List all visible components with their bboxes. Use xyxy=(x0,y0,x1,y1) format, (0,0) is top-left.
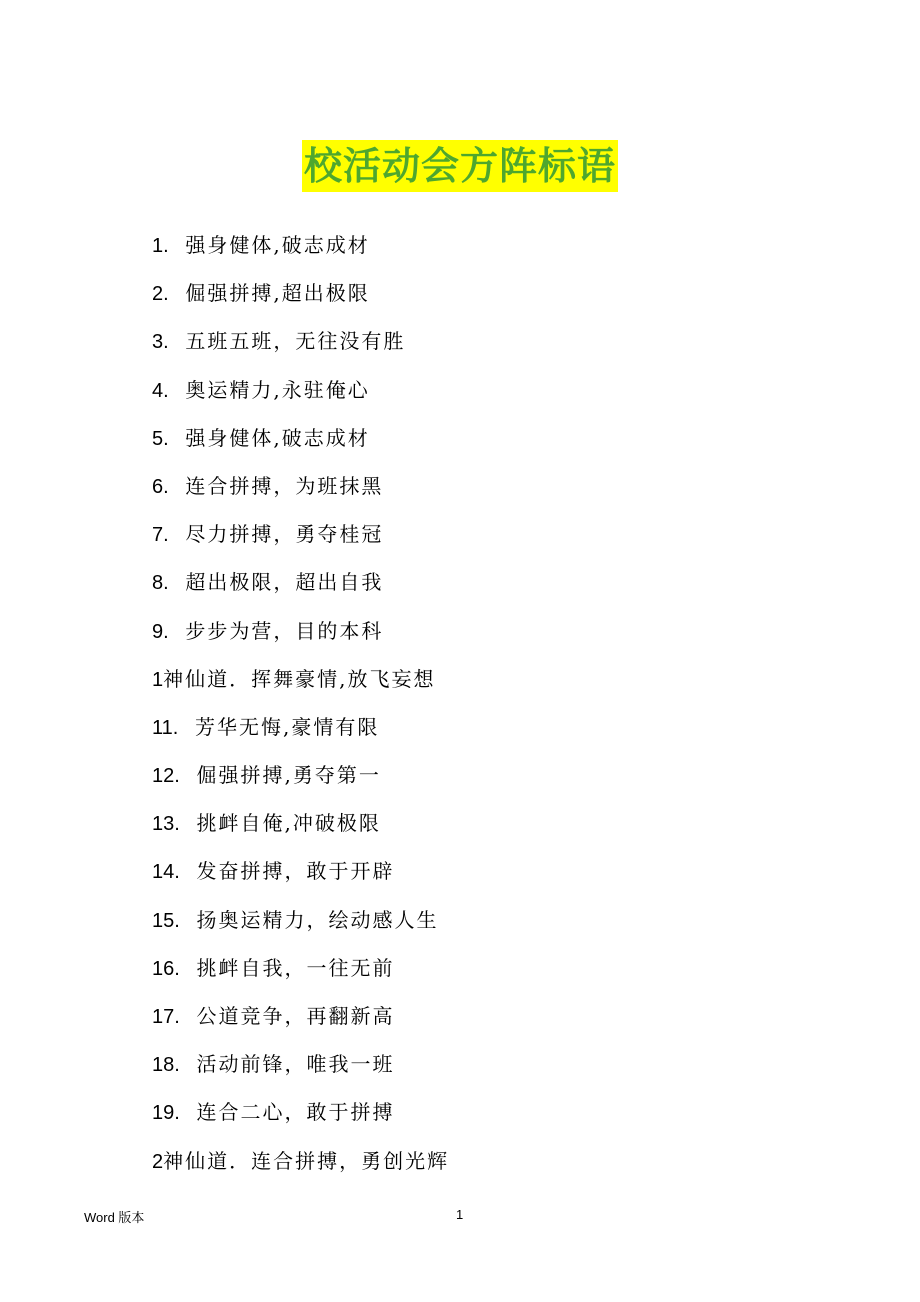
title-container xyxy=(0,140,920,192)
item-text: 芳华无悔,豪情有限 xyxy=(195,714,380,739)
item-text: 强身健体,破志成材 xyxy=(185,233,370,257)
item-text: 挑衅自我，一往无前 xyxy=(196,955,395,980)
list-item xyxy=(152,947,449,995)
item-number: 7. xyxy=(152,524,169,547)
item-number: 11. xyxy=(152,716,179,739)
item-number: 13. xyxy=(152,813,180,836)
page-number: 1 xyxy=(456,1207,464,1222)
item-number: 6. xyxy=(152,475,169,498)
item-number: 8. xyxy=(152,572,169,595)
list-item xyxy=(152,417,449,465)
item-number: 4. xyxy=(152,379,169,402)
item-text: 超出极限，超出自我 xyxy=(185,570,384,595)
list-item xyxy=(152,1140,449,1188)
item-text: 步步为营，目的本科 xyxy=(185,618,384,643)
item-text: 神仙道．连合拼搏，勇创光辉 xyxy=(163,1148,450,1173)
list-item xyxy=(152,754,449,802)
item-number: 14. xyxy=(152,861,180,884)
item-number: 3. xyxy=(152,331,169,354)
item-text: 五班五班，无往没有胜 xyxy=(185,329,406,354)
item-text: 倔强拼搏,勇夺第一 xyxy=(196,763,381,788)
item-text: 连合二心，敢于拼搏 xyxy=(196,1100,395,1125)
item-text: 奥运精力,永驻俺心 xyxy=(185,377,370,402)
item-number: 5. xyxy=(152,427,169,450)
item-number: 17. xyxy=(152,1006,180,1028)
list-item xyxy=(152,802,449,850)
list-item xyxy=(152,995,449,1043)
item-number: 2 xyxy=(152,1150,164,1173)
document-title: 校活动会方阵标语 xyxy=(302,140,618,192)
list-item xyxy=(152,369,449,417)
item-text: 挑衅自俺,冲破极限 xyxy=(196,811,381,836)
slogan-list xyxy=(152,224,449,1188)
item-text: 连合拼搏，为班抹黑 xyxy=(185,473,384,498)
item-text: 发奋拼搏，敢于开辟 xyxy=(196,859,395,884)
item-number: 1 xyxy=(152,668,164,691)
item-number: 19. xyxy=(152,1102,180,1125)
item-number: 18. xyxy=(152,1054,180,1077)
list-item xyxy=(152,1043,449,1091)
item-text: 强身健体,破志成材 xyxy=(185,425,370,450)
list-item xyxy=(152,658,449,706)
list-item xyxy=(152,320,449,368)
list-item xyxy=(152,272,449,320)
list-item xyxy=(152,706,449,754)
item-text: 神仙道．挥舞豪情,放飞妄想 xyxy=(163,666,436,691)
item-number: 9. xyxy=(152,620,169,643)
list-item xyxy=(152,899,449,947)
item-number: 2. xyxy=(152,283,169,306)
item-text: 公道竞争，再翻新高 xyxy=(196,1004,395,1028)
list-item xyxy=(152,561,449,609)
item-text: 活动前锋，唯我一班 xyxy=(196,1052,395,1077)
item-number: 15. xyxy=(152,909,180,932)
item-text: 尽力拼搏，勇夺桂冠 xyxy=(185,522,384,547)
item-number: 1. xyxy=(152,235,169,257)
item-number: 16. xyxy=(152,957,180,980)
item-text: 倔强拼搏,超出极限 xyxy=(185,281,370,306)
list-item xyxy=(152,224,449,272)
footer-label: Word 版本 xyxy=(84,1210,145,1225)
list-item xyxy=(152,610,449,658)
list-item xyxy=(152,513,449,561)
item-text: 扬奥运精力，绘动感人生 xyxy=(196,907,439,932)
list-item xyxy=(152,1091,449,1139)
list-item xyxy=(152,850,449,898)
item-number: 12. xyxy=(152,765,180,788)
list-item xyxy=(152,465,449,513)
